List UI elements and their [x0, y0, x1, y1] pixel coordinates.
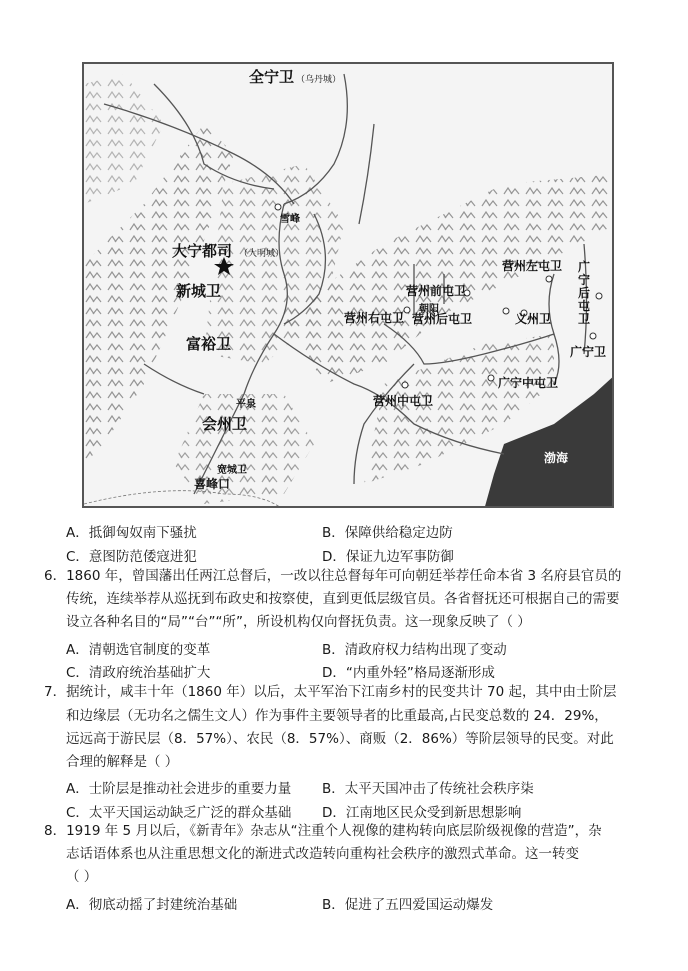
q5-option-a: A．抵御匈奴南下骚扰	[66, 525, 197, 541]
label-kuancheng: 宽城卫	[217, 465, 247, 476]
label-quanning: 全宁卫	[249, 68, 295, 86]
label-pingquan: 平泉	[236, 399, 256, 410]
question-8-line-3: （ ）	[66, 869, 98, 885]
q7-option-d: D．江南地区民众受到新思想影响	[322, 805, 522, 821]
label-yingzhou-zhong: 营州中屯卫	[373, 394, 434, 408]
historical-map	[82, 62, 614, 508]
question-7-line-4: 合理的解释是（ ）	[66, 754, 179, 770]
label-daning-note: （大明城）	[239, 249, 285, 259]
q5-option-b: B．保障供给稳定边防	[322, 525, 453, 541]
map-terrain	[84, 64, 614, 508]
label-huizhou: 会州卫	[202, 415, 248, 433]
q6-option-b: B．清政府权力结构出现了变动	[322, 642, 507, 658]
q5-option-d: D．保证九边军事防御	[322, 549, 454, 565]
label-yingzhou-left: 营州左屯卫	[502, 259, 563, 273]
question-6-line-3: 设立各种名目的“局”“台”“所”，所设机构仅向督抚负责。这一现象反映了（ ）	[66, 614, 531, 630]
label-yizhou: 义州卫	[515, 312, 552, 326]
label-quanning-note: （乌丹城）	[296, 75, 342, 85]
q8-option-b: B．促进了五四爱国运动爆发	[322, 897, 494, 913]
label-bohai: 渤海	[542, 448, 570, 467]
q7-option-b: B．太平天国冲击了传统社会秩序柒	[322, 781, 534, 797]
label-xincheng: 新城卫	[176, 282, 222, 300]
label-xuefeng: 雪峰	[280, 214, 300, 225]
question-8-line-1: 8．1919 年 5 月以后，《新青年》杂志从“注重个人视像的建构转向底层阶级视像的营造”，杂	[44, 823, 602, 839]
label-guangning: 广宁卫	[570, 345, 607, 359]
label-guangning-hou: 广 宁 后 屯 卫	[578, 260, 591, 326]
label-guangning-zhong: 广宁中屯卫	[498, 376, 559, 390]
label-daning: 大宁都司	[172, 242, 233, 260]
q6-option-d: D．“内重外轻”格局逐渐形成	[322, 665, 495, 681]
label-xifengkou: 喜峰口	[194, 477, 231, 491]
q6-option-c: C．清政府统治基础扩大	[66, 665, 211, 681]
q6-option-a: A．清朝选官制度的变革	[66, 642, 211, 658]
q7-option-a: A．士阶层是推动社会进步的重要力量	[66, 781, 292, 797]
question-7-line-1: 7．据统计，咸丰十年（1860 年）以后，太平军治下江南乡村的民变共计 70 起，其中由士阶层	[44, 684, 617, 700]
question-8-line-2: 志话语体系也从注重思想文化的渐进式改造转向重构社会秩序的激烈式革命。这一转变	[66, 846, 579, 862]
label-yingzhou-right: 营州右屯卫	[344, 311, 405, 325]
label-chaoyang: 朝阳	[419, 304, 439, 315]
question-7-line-3: 远远高于游民层（8．57%）、农民（8．57%）、商贩（2．86%）等阶层领导的民变。对此	[66, 731, 614, 747]
q5-option-c: C．意图防范倭寇进犯	[66, 549, 197, 565]
label-yingzhou-rear: 营州后屯卫	[412, 312, 473, 326]
label-yingzhou-front: 营州前屯卫	[406, 284, 467, 298]
q8-option-a: A．彻底动摇了封建统治基础	[66, 897, 238, 913]
question-7-line-2: 和边缘层（无功名之儒生文人）作为事件主要领导者的比重最高,占民变总数的 24．29%，	[66, 708, 608, 724]
question-6-line-2: 传统，连续举荐从巡抚到布政史和按察使，直到更低层级官员。各省督抚还可根据自己的需要	[66, 591, 620, 607]
question-6-line-1: 6．1860 年，曾国藩出任两江总督后，一改以往总督每年可向朝廷举荐任命本省 3 名府县官员的	[44, 568, 622, 584]
q7-option-c: C．太平天国运动缺乏广泛的群众基础	[66, 805, 292, 821]
label-fuyu: 富裕卫	[186, 335, 232, 353]
